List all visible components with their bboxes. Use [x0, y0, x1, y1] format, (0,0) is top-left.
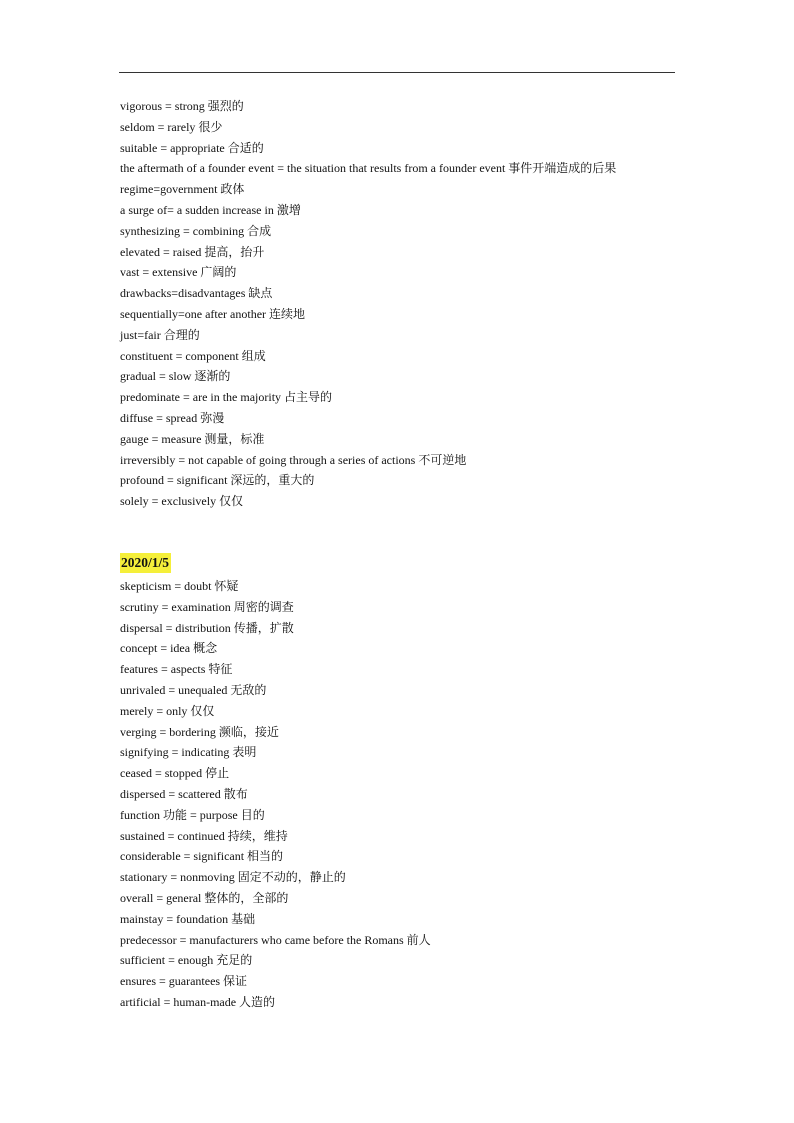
vocab-item: sustained = continued 持续，维持 — [120, 828, 288, 843]
vocab-item: ceased = stopped 停止 — [120, 766, 230, 781]
vocab-item: elevated = raised 提高，抬升 — [120, 244, 265, 259]
vocab-item: function 功能 = purpose 目的 — [120, 807, 265, 822]
vocab-item: features = aspects 特征 — [120, 662, 233, 677]
vocab-item: scrutiny = examination 周密的调查 — [120, 599, 294, 614]
vocab-list-1 — [120, 96, 690, 512]
vocab-item: constituent = component 组成 — [120, 348, 266, 363]
header-rule — [119, 72, 675, 73]
vocab-item: sequentially=one after another 连续地 — [120, 306, 306, 321]
vocab-item: merely = only 仅仅 — [120, 703, 215, 718]
vocab-item: mainstay = foundation 基础 — [120, 911, 256, 926]
vocab-item: vigorous = strong 强烈的 — [120, 99, 244, 113]
vocab-item: overall = general 整体的，全部的 — [120, 890, 289, 905]
vocab-item: concept = idea 概念 — [120, 641, 218, 656]
vocab-item: drawbacks=disadvantages 缺点 — [120, 286, 273, 301]
vocab-item: gauge = measure 测量，标准 — [120, 431, 265, 446]
vocab-item: diffuse = spread 弥漫 — [120, 410, 225, 425]
vocab-item: signifying = indicating 表明 — [120, 745, 257, 760]
vocab-item: solely = exclusively 仅仅 — [120, 494, 244, 509]
vocab-item: predominate = are in the majority 占主导的 — [120, 390, 333, 405]
vocab-item: vast = extensive 广阔的 — [120, 265, 237, 280]
vocab-item: suitable = appropriate 合适的 — [120, 140, 264, 155]
vocab-item: unrivaled = unequaled 无敌的 — [120, 682, 267, 697]
vocab-item: gradual = slow 逐渐的 — [120, 369, 231, 384]
vocab-item: sufficient = enough 充足的 — [120, 953, 253, 968]
vocab-item: irreversibly = not capable of going through a series of actions 不可逆地 — [120, 452, 467, 467]
vocab-item: synthesizing = combining 合成 — [120, 223, 272, 238]
vocab-item: just=fair 合理的 — [120, 327, 200, 342]
date-heading: 2020/1/5 — [120, 553, 171, 573]
vocab-item: seldom = rarely 很少 — [120, 119, 223, 134]
vocab-item: profound = significant 深远的，重大的 — [120, 473, 315, 488]
vocab-item: regime=government 政体 — [120, 182, 245, 197]
vocab-list-2 — [120, 553, 690, 1013]
vocab-item: dispersed = scattered 散布 — [120, 786, 248, 801]
vocab-item: a surge of= a sudden increase in 激增 — [120, 202, 301, 217]
vocab-item: skepticism = doubt 怀疑 — [120, 579, 239, 593]
vocab-item: predecessor = manufacturers who came before the Romans 前人 — [120, 932, 431, 947]
vocab-item: ensures = guarantees 保证 — [120, 974, 248, 989]
vocab-item: considerable = significant 相当的 — [120, 849, 284, 864]
vocab-item: dispersal = distribution 传播，扩散 — [120, 620, 294, 635]
vocab-item: the aftermath of a founder event = the situation that results from a founder event 事件开端造成的后果 — [120, 161, 617, 176]
vocab-item: verging = bordering 濒临，接近 — [120, 724, 279, 739]
vocab-item: artificial = human-made 人造的 — [120, 994, 276, 1009]
vocab-item: stationary = nonmoving 固定不动的，静止的 — [120, 870, 346, 885]
